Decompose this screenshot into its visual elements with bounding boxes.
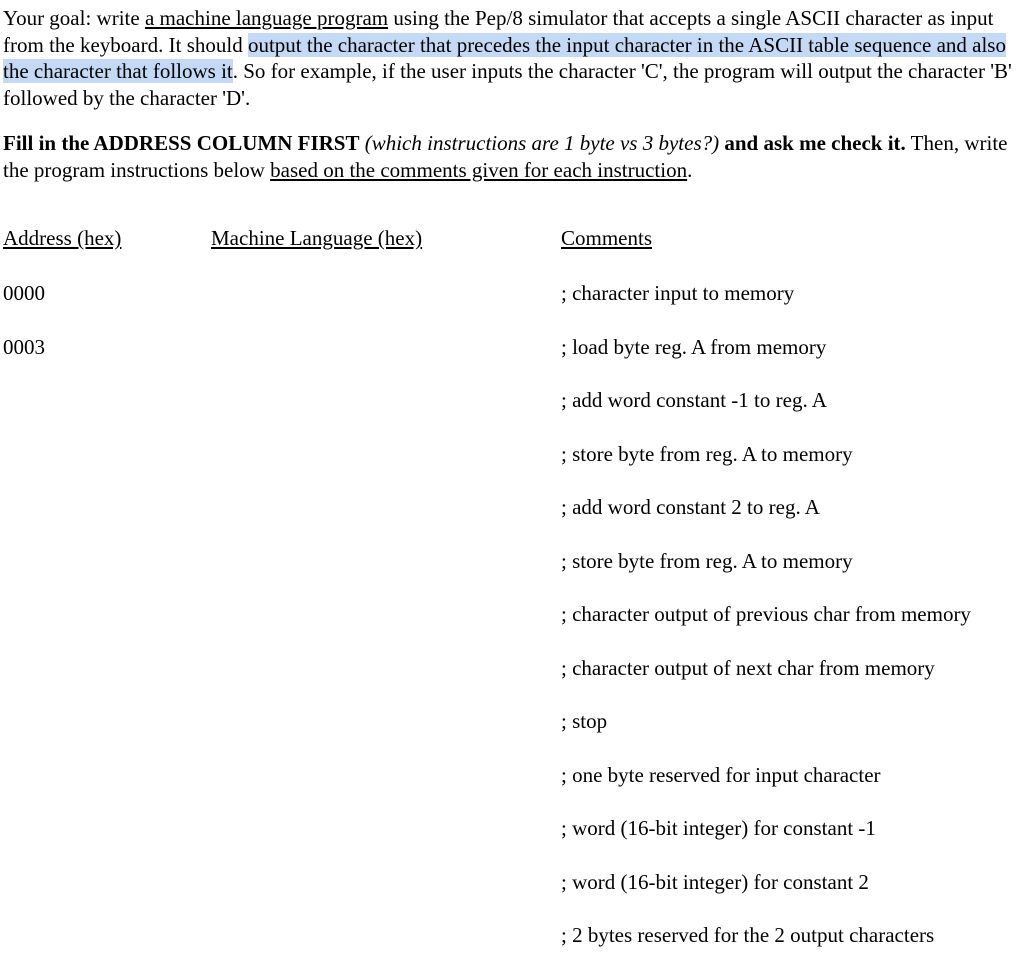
- comment-cell: ; character input to memory: [561, 281, 795, 305]
- comment-cell: ; character output of next char from memory: [561, 656, 935, 680]
- instructions-bold-1: Fill in the ADDRESS COLUMN FIRST: [3, 131, 360, 155]
- comment-cell: ; store byte from reg. A to memory: [561, 442, 853, 466]
- comment-cell: ; add word constant 2 to reg. A: [561, 495, 820, 519]
- comment-cell: ; load byte reg. A from memory: [561, 335, 827, 359]
- address-cell: 0003: [3, 335, 45, 359]
- comments-column-header: Comments: [561, 226, 653, 250]
- intro-text-2: using the Pep/8 simulator that accepts a single ASCII character as input from the keyboard. It should: [3, 6, 994, 57]
- intro-paragraph: [3, 5, 1018, 111]
- instructions-underlined: based on the comments given for each instruction: [270, 157, 688, 182]
- address-cell: 0000: [3, 281, 45, 305]
- intro-text-1: Your goal: write: [3, 6, 145, 30]
- comment-cell: ; character output of previous char from memory: [561, 602, 971, 626]
- instructions-paragraph: [3, 130, 1018, 183]
- machine-language-column-header: Machine Language (hex): [211, 226, 423, 250]
- comment-cell: ; 2 bytes reserved for the 2 output characters: [561, 923, 935, 947]
- comment-cell: ; word (16-bit integer) for constant 2: [561, 870, 869, 894]
- comment-cell: ; one byte reserved for input character: [561, 763, 881, 787]
- instructions-text-2: .: [687, 157, 693, 182]
- instructions-italic: (which instructions are 1 byte vs 3 bytes?): [359, 131, 720, 155]
- intro-underlined-phrase: a machine language program: [144, 6, 389, 30]
- instructions-text-1: Then, write the program instructions below: [3, 131, 1008, 182]
- comment-cell: ; stop: [561, 709, 608, 733]
- intro-text-3: . So for example, if the user inputs the character 'C', the program will output the character 'B' followed by the character 'D'.: [3, 59, 1012, 110]
- instructions-bold-2: and ask me check it.: [719, 131, 906, 155]
- intro-highlighted-text[interactable]: output the character that precedes the input character in the ASCII table sequence and also the character that follows it: [3, 32, 1006, 83]
- comment-cell: ; store byte from reg. A to memory: [561, 549, 853, 573]
- address-column-header: Address (hex): [3, 226, 122, 250]
- comment-cell: ; add word constant -1 to reg. A: [561, 388, 827, 412]
- comment-cell: ; word (16-bit integer) for constant -1: [561, 816, 876, 840]
